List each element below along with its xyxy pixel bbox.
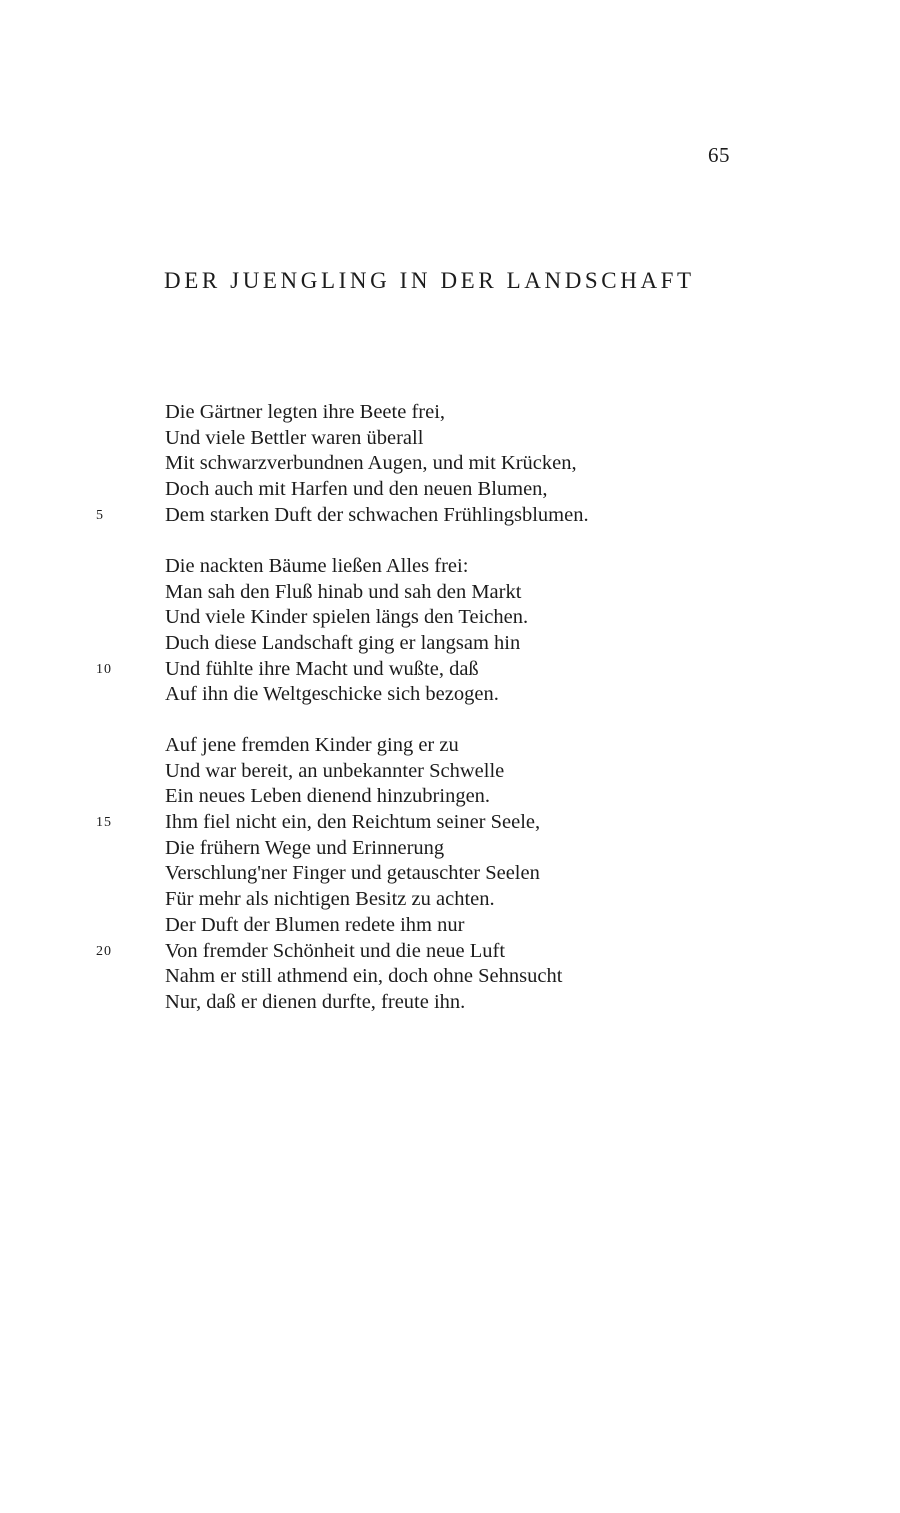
poem-title: DER JUENGLING IN DER LANDSCHAFT: [164, 268, 695, 293]
poem-line: [0, 733, 900, 759]
stanza-1: [0, 400, 900, 528]
line-text: Für mehr als nichtigen Besitz zu achten.: [165, 888, 495, 911]
stanza-2: [0, 554, 900, 708]
line-text: Doch auch mit Harfen und den neuen Blumen,: [165, 478, 548, 501]
line-text: Der Duft der Blumen redete ihm nur: [165, 913, 465, 936]
poem-line: [0, 913, 900, 939]
line-text: Die nackten Bäume ließen Alles frei:: [165, 555, 469, 577]
poem-line: [0, 939, 900, 965]
poem-line: [0, 605, 900, 631]
line-text: Ein neues Leben dienend hinzubringen.: [165, 785, 491, 808]
poem-line: [0, 810, 900, 836]
poem-line: [0, 580, 900, 606]
line-text: Auf jene fremden Kinder ging er zu: [165, 734, 459, 756]
line-text: Und war bereit, an unbekannter Schwelle: [165, 759, 505, 782]
line-number: 5: [96, 507, 104, 523]
poem-line: [0, 503, 900, 529]
poem-line: [0, 887, 900, 913]
line-text: Und viele Kinder spielen längs den Teichen.: [165, 606, 529, 629]
poem-line: [0, 426, 900, 452]
line-text: Duch diese Landschaft ging er langsam hin: [165, 632, 521, 655]
line-text: Von fremder Schönheit und die neue Luft: [165, 939, 506, 962]
line-text: Auf ihn die Weltgeschicke sich bezogen.: [165, 683, 499, 706]
line-text: Mit schwarzverbundnen Augen, und mit Krücken,: [165, 452, 577, 475]
stanza-3: [0, 733, 900, 1016]
line-text: Ihm fiel nicht ein, den Reichtum seiner Seele,: [165, 811, 541, 834]
line-number: 20: [96, 943, 112, 959]
poem-line: [0, 477, 900, 503]
poem-line: [0, 400, 900, 426]
line-text: Die Gärtner legten ihre Beete frei,: [165, 401, 446, 423]
poem-line: [0, 861, 900, 887]
poem-line: [0, 836, 900, 862]
poem-line: [0, 759, 900, 785]
poem-line: [0, 964, 900, 990]
poem-line: [0, 682, 900, 708]
line-text: Dem starken Duft der schwachen Frühlingsblumen.: [165, 503, 589, 526]
poem-line: [0, 631, 900, 657]
line-text: Nur, daß er dienen durfte, freute ihn.: [165, 990, 466, 1013]
line-text: Verschlung'ner Finger und getauschter Seelen: [165, 862, 540, 885]
line-number: 15: [96, 815, 112, 831]
line-text: Und viele Bettler waren überall: [165, 426, 424, 449]
poem-line: [0, 451, 900, 477]
line-text: Man sah den Fluß hinab und sah den Markt: [165, 580, 522, 603]
line-text: Die frühern Wege und Erinnerung: [165, 836, 445, 859]
poem-line: [0, 554, 900, 580]
line-number: 10: [96, 661, 112, 677]
poem-line: [0, 990, 900, 1016]
poem-line: [0, 657, 900, 683]
line-text: Und fühlte ihre Macht und wußte, daß: [165, 657, 479, 680]
page-number: 65: [708, 143, 730, 167]
line-text: Nahm er still athmend ein, doch ohne Sehnsucht: [165, 965, 563, 988]
poem-line: [0, 784, 900, 810]
